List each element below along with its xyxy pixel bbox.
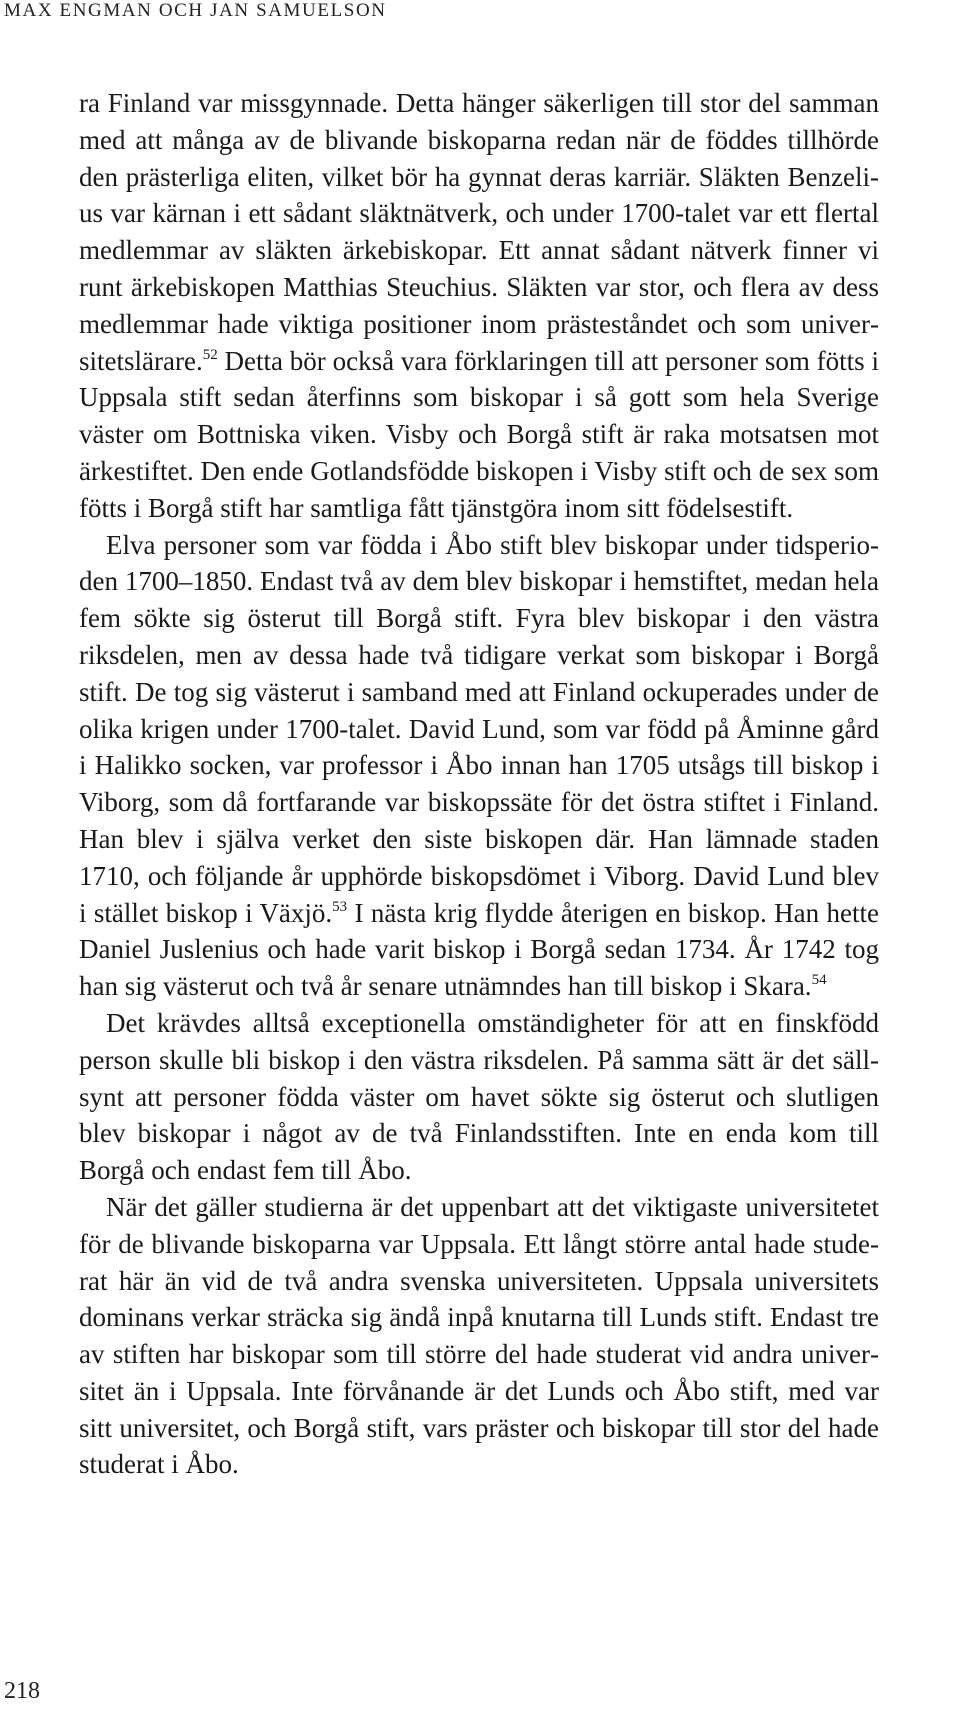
- paragraph-2-text-a: Elva personer som var födda i Åbo stift blev biskopar under tidsperioden 1700–1850. Endast två av dem blev biskopar i hemstiftet, medan hela fem sökte sig österut till Borgå stift. Fyra blev biskopar i den västra riksdelen, men av dessa hade två tidigare verkat som biskopar i Borgå stift. De tog sig västerut i samband med att Finland ockuperades under de olika krigen under 1700-talet. David Lund, som var född på Åminne gård i Halikko socken, var professor i Åbo innan han 1705 utsågs till biskop i Viborg, som då fortfarande var biskopssäte för det östra stiftet i Finland. Han blev i själva verket den siste biskopen där. Han lämnade staden 1710, och följande år upphörde biskopsdömet i Viborg. David Lund blev i stället biskop i Växjö.: [79, 529, 879, 928]
- paragraph-2-text-b: I nästa krig flydde återigen en biskop. Han hette Daniel Juslenius och hade varit biskop i Borgå sedan 1734. År 1742 tog han sig västerut och två år senare utnämndes han till biskop i Skara.: [79, 897, 879, 1002]
- paragraph-4: När det gäller studierna är det uppenbart att det viktigaste universitetet för de blivande biskoparna var Uppsala. Ett långt större antal hade studerat här än vid de två andra svenska universiteten. Uppsala universitets dominans verkar sträcka sig ändå inpå knutarna till Lunds stift. Endast tre av stiften har biskopar som till större del hade studerat vid andra universitet än i Uppsala. Inte förvånande är det Lunds och Åbo stift, med var sitt universitet, och Borgå stift, vars präster och biskopar till stor del hade studerat i Åbo.: [79, 1191, 879, 1480]
- footnote-ref-52[interactable]: 52: [202, 346, 218, 363]
- body-text: [79, 85, 879, 1483]
- paragraph-2: [79, 527, 879, 1005]
- paragraph-3: Det krävdes alltså exceptionella omständigheter för att en finskfödd person skulle bli biskop i den västra riksdelen. På samma sätt är det sällsynt att personer födda väster om havet sökte sig österut och slutligen blev biskopar i något av de två Finlandsstiften. Inte en enda kom till Borgå och endast fem till Åbo.: [79, 1007, 879, 1186]
- paragraph-1-text-a: ra Finland var missgynnade. Detta hänger säkerligen till stor del samman med att många av de blivande biskoparna redan när de föddes tillhörde den prästerliga eliten, vilket bör ha gynnat deras karriär. Släkten Benzelius var kärnan i ett sådant släktnätverk, och under 1700-talet var ett flertal medlemmar av släkten ärkebiskopar. Ett annat sådant nätverk finner vi runt ärkebiskopen Matthias Steuchius. Släkten var stor, och flera av dess medlemmar hade viktiga positioner inom prästeståndet och som universitetslärare.: [79, 88, 879, 376]
- paragraph-1-text-b: Detta bör också vara förklaringen till att personer som fötts i Uppsala stift sedan återfinns som biskopar i så gott som hela Sverige väster om Bottniska viken. Visby och Borgå stift är raka motsatsen mot ärkestiftet. Den ende Gotlandsfödde biskopen i Visby stift och de sex som fötts i Borgå stift har samtliga fått tjänstgöra inom sitt födelsestift.: [79, 345, 879, 523]
- footnote-ref-54[interactable]: 54: [811, 972, 827, 989]
- paragraph-1: [79, 85, 879, 527]
- running-head: MAX ENGMAN OCH JAN SAMUELSON: [4, 0, 387, 21]
- page-number: 218: [4, 1678, 40, 1704]
- footnote-ref-53[interactable]: 53: [332, 898, 348, 915]
